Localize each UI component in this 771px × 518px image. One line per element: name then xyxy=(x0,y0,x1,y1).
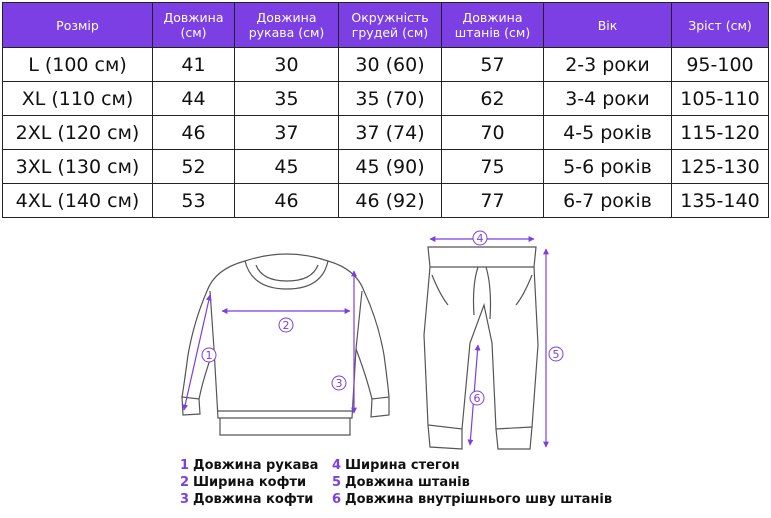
legend-label: Ширина кофти xyxy=(193,475,307,490)
table-row xyxy=(3,48,769,82)
legend-item xyxy=(332,474,612,491)
cell-length: 41 xyxy=(153,48,235,82)
header-age: Вік xyxy=(544,3,672,48)
header-height: Зріст (см) xyxy=(672,3,769,48)
pants-illustration xyxy=(424,247,538,449)
pants-right-cuff xyxy=(496,427,532,449)
cell-age: 5-6 років xyxy=(544,150,672,184)
cell-pants: 62 xyxy=(442,82,544,116)
cell-size: 4XL (140 см) xyxy=(3,184,153,218)
cell-sleeve: 37 xyxy=(235,116,339,150)
cell-size: 3XL (130 см) xyxy=(3,150,153,184)
cell-chest: 45 (90) xyxy=(339,150,442,184)
sweatshirt-right-cuff xyxy=(371,397,389,417)
sweatshirt-neck-rib xyxy=(256,265,318,281)
legend-right xyxy=(332,457,612,508)
table-header-row xyxy=(3,3,769,48)
legend-number: 4 xyxy=(332,458,342,473)
header-length: Довжина (см) xyxy=(153,3,235,48)
cell-height: 95-100 xyxy=(672,48,769,82)
table-row xyxy=(3,116,769,150)
cell-height: 105-110 xyxy=(672,82,769,116)
cell-pants: 57 xyxy=(442,48,544,82)
legend-label: Ширина стегон xyxy=(345,458,460,473)
sweatshirt-illustration xyxy=(182,254,389,435)
cell-age: 2-3 роки xyxy=(544,48,672,82)
pants-measurements xyxy=(430,239,546,447)
header-pants-length: Довжина штанів (см) xyxy=(442,3,544,48)
cell-pants: 77 xyxy=(442,184,544,218)
marker-5: 5 xyxy=(552,348,560,361)
legend-item xyxy=(332,491,612,508)
cell-age: 3-4 роки xyxy=(544,82,672,116)
legend-item xyxy=(180,457,318,474)
legend-number: 1 xyxy=(180,458,190,473)
cell-size: XL (110 см) xyxy=(3,82,153,116)
cell-chest: 30 (60) xyxy=(339,48,442,82)
marker-1: 1 xyxy=(205,349,213,362)
header-size: Розмір xyxy=(3,3,153,48)
cell-pants: 70 xyxy=(442,116,544,150)
header-chest: Окружність грудей (см) xyxy=(339,3,442,48)
marker-6: 6 xyxy=(473,392,481,405)
cell-length: 44 xyxy=(153,82,235,116)
cell-size: 2XL (120 см) xyxy=(3,116,153,150)
cell-size: L (100 см) xyxy=(3,48,153,82)
pants-markers xyxy=(470,231,563,405)
legend-item xyxy=(332,457,612,474)
cell-length: 53 xyxy=(153,184,235,218)
sweatshirt-hem-rib xyxy=(218,411,352,435)
cell-chest: 35 (70) xyxy=(339,82,442,116)
table-row xyxy=(3,184,769,218)
legend-left xyxy=(180,457,318,508)
cell-sleeve: 46 xyxy=(235,184,339,218)
marker-3: 3 xyxy=(335,377,343,390)
legend-item xyxy=(180,491,318,508)
legend-label: Довжина рукава xyxy=(193,458,319,473)
cell-length: 52 xyxy=(153,150,235,184)
cell-age: 4-5 років xyxy=(544,116,672,150)
size-table xyxy=(2,2,769,218)
cell-chest: 46 (92) xyxy=(339,184,442,218)
cell-sleeve: 35 xyxy=(235,82,339,116)
legend-number: 6 xyxy=(332,492,342,507)
table-row xyxy=(3,82,769,116)
cell-length: 46 xyxy=(153,116,235,150)
pants-pockets xyxy=(432,275,532,305)
marker-2: 2 xyxy=(282,319,290,332)
legend-label: Довжина штанів xyxy=(345,475,470,490)
pants-outline xyxy=(424,267,538,429)
cell-height: 135-140 xyxy=(672,184,769,218)
cell-chest: 37 (74) xyxy=(339,116,442,150)
table-row xyxy=(3,150,769,184)
legend-number: 3 xyxy=(180,492,190,507)
sweatshirt-markers xyxy=(202,318,346,390)
cell-height: 115-120 xyxy=(672,116,769,150)
cell-pants: 75 xyxy=(442,150,544,184)
measurement-diagram xyxy=(0,225,771,460)
cell-sleeve: 45 xyxy=(235,150,339,184)
sweatshirt-neckline xyxy=(245,261,328,289)
marker-4: 4 xyxy=(476,232,484,245)
cell-height: 125-130 xyxy=(672,150,769,184)
legend-label: Довжина внутрішнього шву штанів xyxy=(345,492,613,507)
legend-number: 2 xyxy=(180,475,190,490)
legend-number: 5 xyxy=(332,475,342,490)
cell-age: 6-7 років xyxy=(544,184,672,218)
pants-waistband xyxy=(428,247,536,267)
legend-label: Довжина кофти xyxy=(193,492,314,507)
header-sleeve-length: Довжина рукава (см) xyxy=(235,3,339,48)
cell-sleeve: 30 xyxy=(235,48,339,82)
legend-item xyxy=(180,474,318,491)
